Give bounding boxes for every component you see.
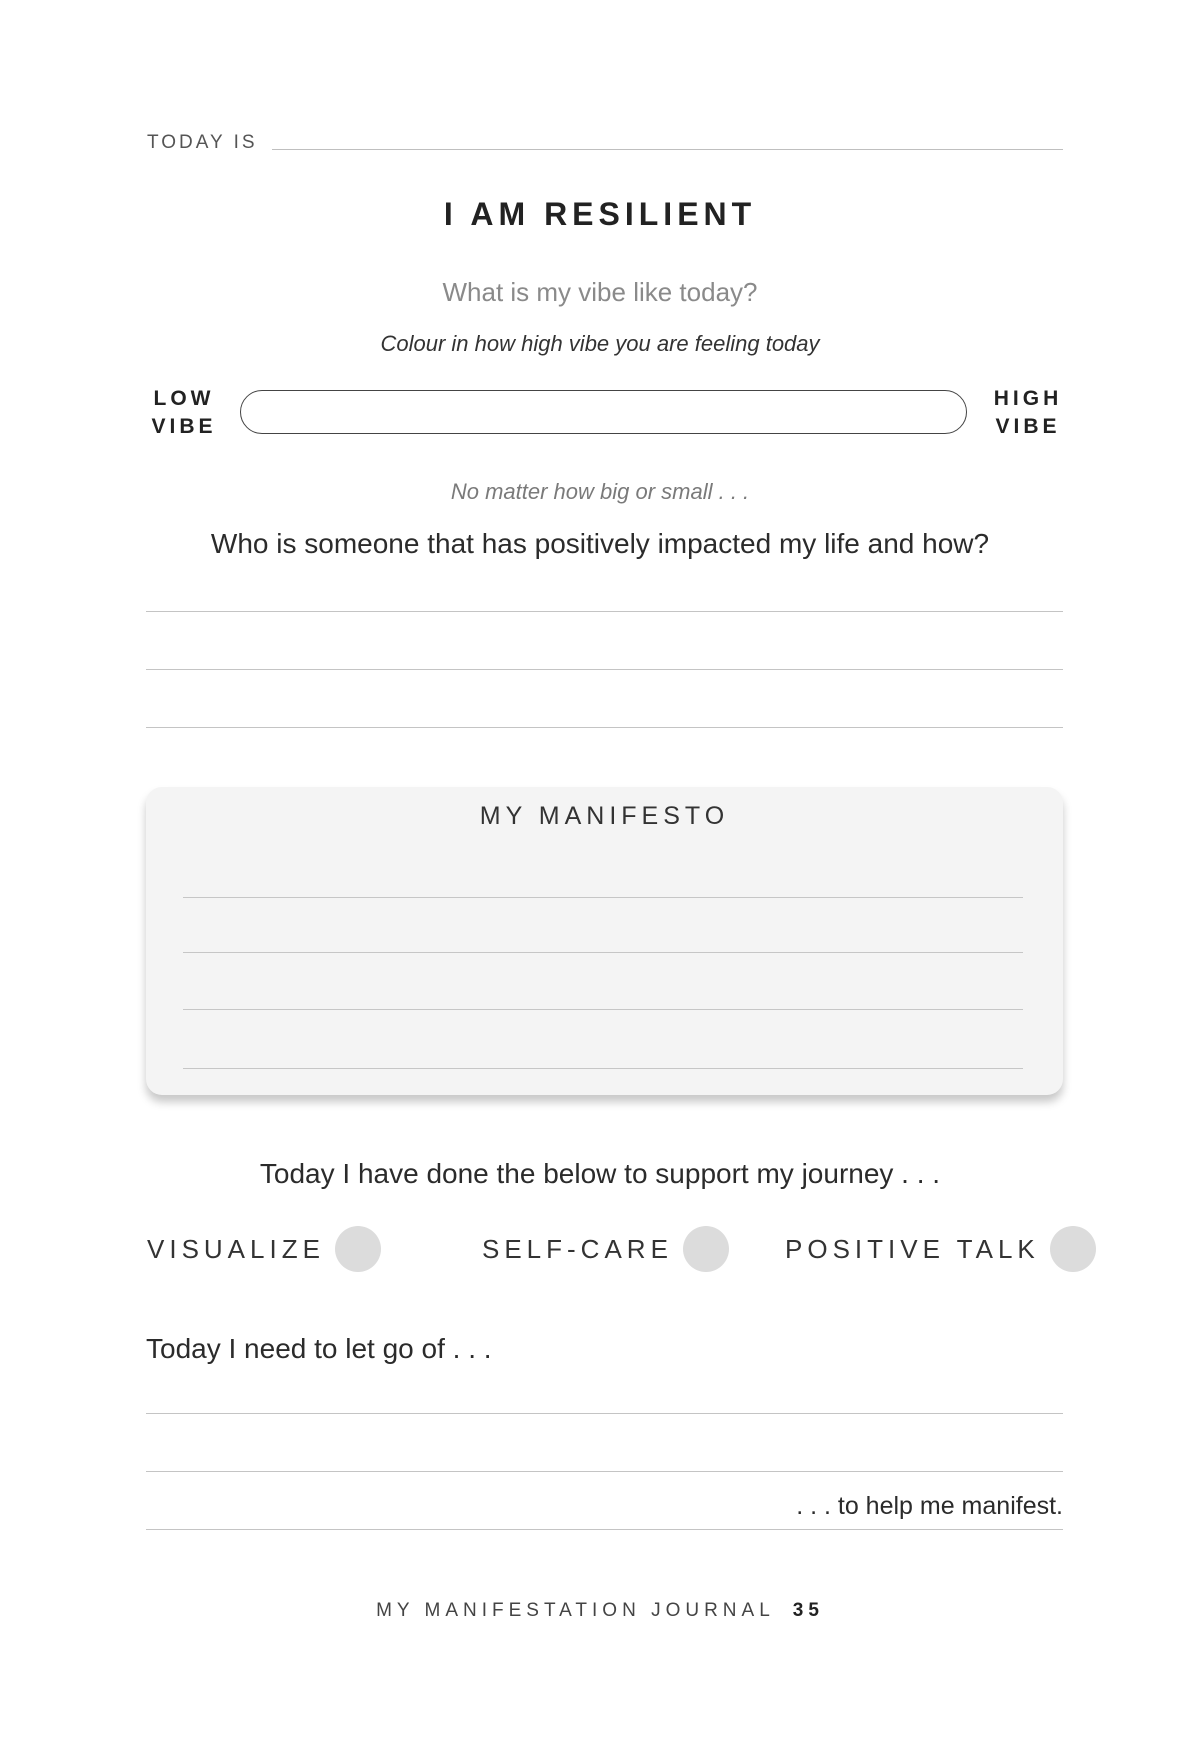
- habit-label: POSITIVE TALK: [785, 1233, 1040, 1264]
- letgo-heading: Today I need to let go of . . .: [146, 1333, 492, 1364]
- manifesto-line[interactable]: [183, 952, 1023, 953]
- manifesto-title: MY MANIFESTO: [479, 802, 730, 830]
- letgo-line[interactable]: [146, 1413, 1063, 1414]
- today-label: TODAY IS: [147, 132, 258, 153]
- manifesto-line[interactable]: [183, 897, 1023, 898]
- letgo-line[interactable]: [146, 1471, 1063, 1472]
- page-title: I AM RESILIENT: [443, 196, 757, 232]
- high-vibe-label-line2: VIBE: [995, 415, 1061, 438]
- vibe-instruction: Colour in how high vibe you are feeling today: [380, 331, 820, 356]
- manifesto-line[interactable]: [183, 1009, 1023, 1010]
- vibe-question: What is my vibe like today?: [442, 277, 758, 307]
- high-vibe-label: [984, 385, 1072, 441]
- page-number: 35: [792, 1600, 824, 1621]
- prompt-question: Who is someone that has positively impacted my life and how?: [210, 528, 990, 559]
- low-vibe-label-line2: VIBE: [151, 415, 217, 438]
- habit-visualize: [147, 1226, 381, 1272]
- answer-line[interactable]: [146, 611, 1063, 612]
- vibe-meter[interactable]: [240, 390, 967, 434]
- footer-title: MY MANIFESTATION JOURNAL: [376, 1600, 775, 1621]
- letgo-line[interactable]: [146, 1529, 1063, 1530]
- high-vibe-label-line1: HIGH: [993, 387, 1063, 410]
- answer-line[interactable]: [146, 669, 1063, 670]
- habit-self-care: [482, 1226, 729, 1272]
- habit-checkbox[interactable]: [1050, 1226, 1096, 1272]
- date-input-line[interactable]: [272, 149, 1063, 150]
- habit-positive-talk: [785, 1226, 1096, 1272]
- manifesto-line[interactable]: [183, 1068, 1023, 1069]
- habit-label: SELF-CARE: [482, 1233, 673, 1264]
- journey-heading: Today I have done the below to support my journey . . .: [259, 1158, 941, 1189]
- footer: [0, 1600, 1200, 1622]
- prompt-subtitle: No matter how big or small . . .: [450, 479, 750, 504]
- habit-label: VISUALIZE: [147, 1233, 325, 1264]
- habit-checkbox[interactable]: [335, 1226, 381, 1272]
- low-vibe-label-line1: LOW: [153, 387, 215, 410]
- answer-line[interactable]: [146, 727, 1063, 728]
- low-vibe-label: [146, 385, 222, 441]
- manifesto-box: [146, 787, 1063, 1095]
- letgo-ending: . . . to help me manifest.: [796, 1492, 1063, 1520]
- habit-checkbox[interactable]: [683, 1226, 729, 1272]
